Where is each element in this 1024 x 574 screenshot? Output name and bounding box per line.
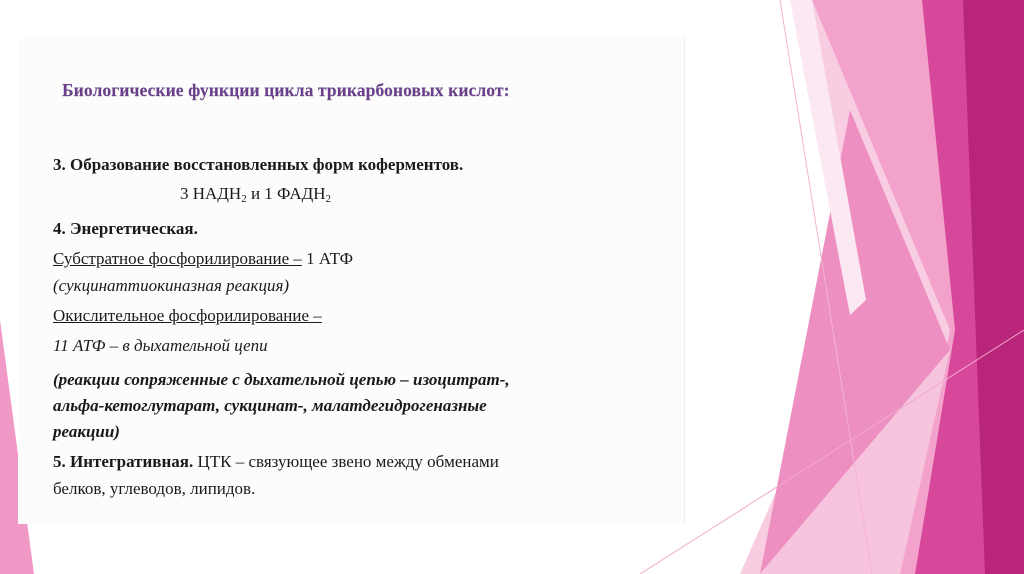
oxidative-value: 11 АТФ – в дыхательной цепи bbox=[53, 336, 268, 355]
item5-line-1 bbox=[53, 452, 499, 472]
slide-title: Биологические функции цикла трикарбоновых кислот: bbox=[62, 80, 510, 100]
item5-text: ЦТК – связующее звено между обменами bbox=[193, 452, 499, 471]
item5-heading: 5. Интегративная. bbox=[53, 452, 194, 471]
substrate-phosphorylation bbox=[53, 249, 353, 269]
item4-heading: 4. Энергетическая. bbox=[53, 219, 198, 238]
substrate-note: (сукцинаттиокиназная реакция) bbox=[53, 276, 290, 295]
nadh-subscript: 2 bbox=[241, 193, 247, 205]
substrate-dash: – bbox=[293, 249, 302, 268]
oxidative-label: Окислительное фосфорилирование bbox=[53, 306, 314, 325]
reactions-line-3: реакции) bbox=[53, 422, 120, 441]
nadh-text: 3 НАДН bbox=[180, 184, 242, 203]
substrate-label: Субстратное фосфорилирование bbox=[53, 249, 294, 268]
reactions-line-1: (реакции сопряженные с дыхательной цепью – изоцитрат-, bbox=[53, 370, 510, 389]
fadh-text: и 1 ФАДН bbox=[246, 184, 326, 203]
item3-heading: 3. Образование восстановленных форм коферментов. bbox=[53, 155, 464, 174]
substrate-value: 1 АТФ bbox=[301, 249, 354, 268]
reactions-line-2: альфа-кетоглутарат, сукцинат-, малатдегидрогеназные bbox=[53, 396, 487, 415]
oxidative-dash: – bbox=[313, 306, 322, 325]
fadh-subscript: 2 bbox=[325, 193, 332, 205]
coenzymes-formula bbox=[180, 184, 331, 205]
oxidative-phosphorylation bbox=[53, 306, 322, 326]
item5-line-2: белков, углеводов, липидов. bbox=[53, 479, 256, 498]
